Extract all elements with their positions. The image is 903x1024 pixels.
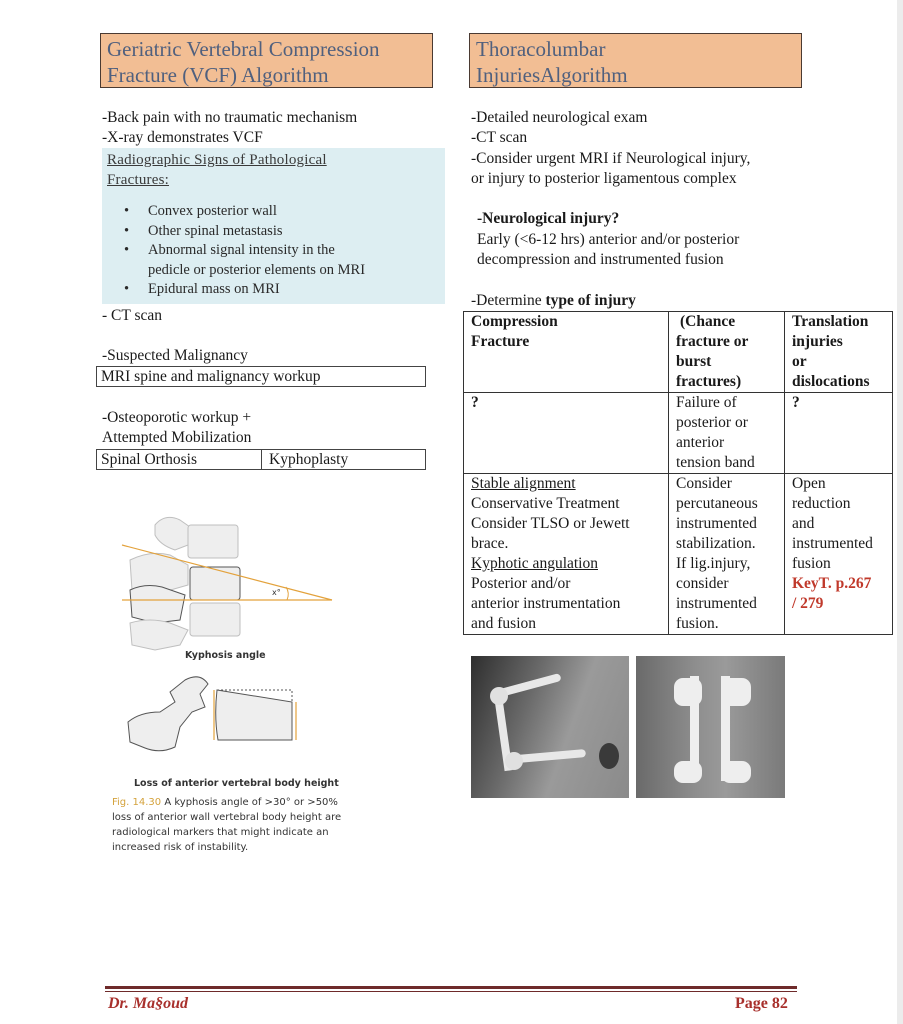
header-text: burst [676,353,712,370]
kyphotic-angulation-title: Kyphotic angulation [471,555,598,572]
tl-intro-line-2: -CT scan [471,129,528,146]
pathological-signs-list [122,202,365,300]
lateral-xray-hardware [471,656,629,798]
vertebra-body-mid [190,567,240,600]
cell-text: Failure of [676,394,737,411]
cell-text: and fusion [471,615,537,632]
screw-head-shape [674,761,702,783]
spinal-orthosis-text: Spinal Orthosis [101,451,198,468]
kyphoplasty-box [261,449,426,470]
cell-text: Consider TLSO or Jewett [471,515,630,532]
vcf-title-line2: Fracture (VCF) Algorithm [107,63,329,87]
list-item [122,202,365,222]
attempted-mobilization-label: Attempted Mobilization [102,429,252,446]
footer-rule-thin [105,991,797,992]
bullet-icon: • [124,242,130,258]
vcf-title-line1: Geriatric Vertebral Compression [107,37,380,61]
header-chance-burst [669,312,785,393]
vcf-ct-scan: - CT scan [102,307,162,324]
thoracolumbar-algorithm-title [469,33,802,88]
header-text: dislocations [792,373,870,390]
cell-text: and [792,515,815,532]
screw-head-shape [490,687,508,705]
list-item-text: Convex posterior wall [148,203,277,219]
wedged-vertebral-body [216,690,292,740]
cell-text: If lig.injury, [676,555,751,572]
cell-text: consider [676,575,729,592]
anterior-height-label: Loss of anterior vertebral body height [134,778,339,789]
list-item-text: Other spinal metastasis [148,222,283,239]
osteoporotic-workup-label: -Osteoporotic workup + [102,409,252,426]
header-text: fracture or [676,333,749,350]
caption-line: A kyphosis angle of >30° or >50% [164,797,338,808]
table-row [464,474,893,635]
footer-page-number: Page 82 [735,995,788,1012]
header-text: injuries [792,333,843,350]
caption-line: radiological markers that might indicate an [112,827,329,838]
pathological-signs-box [102,148,445,304]
figure-number: Fig. 14.30 [112,797,162,808]
cell-text: instrumented [792,535,873,552]
footer-author: Dr. Ma§oud [108,995,189,1012]
kyphosis-angle-label: Kyphosis angle [185,650,266,661]
screw-head-shape [505,752,523,770]
cell-text: instrumented [676,595,757,612]
header-compression [464,312,669,393]
neuro-text-line-2: decompression and instrumented fusion [477,251,724,268]
cell-text: anterior [676,434,725,451]
cell-text: Open [792,475,826,492]
screw-head-shape [721,761,751,783]
list-item [122,241,365,280]
vertebra-body-top [188,525,238,558]
table-header-row [464,312,893,393]
footer-rule-thick [105,986,797,989]
cell-text: Posterior and/or [471,575,571,592]
vertebra-process-top [155,517,190,550]
kyphosis-angle-figure [100,505,360,655]
vcf-intro-line-2: -X-ray demonstrates VCF [102,129,263,146]
header-text: (Chance [680,313,736,330]
screw-head-shape [721,678,751,706]
signs-title-line1: Radiographic Signs of Pathological [107,152,327,168]
shadow-shape [599,743,619,769]
tl-intro-line-4: or injury to posterior ligamentous complex [471,170,737,187]
neurological-injury-heading: -Neurological injury? [477,210,620,227]
caption-line: increased risk of instability. [112,842,249,853]
vertebra-process-mid [130,586,185,623]
ap-xray-hardware [636,656,785,798]
cell-chance-treatment [669,474,785,635]
header-text: Translation [792,313,869,330]
cell-text: stabilization. [676,535,756,552]
cell-text: percutaneous [676,495,758,512]
header-text: fractures) [676,373,742,390]
list-item [122,222,365,242]
determine-bold: type of injury [545,292,636,309]
stable-alignment-title: Stable alignment [471,475,576,492]
cell-translation-mechanism [785,393,893,474]
cell-text: tension band [676,454,755,471]
vcf-algorithm-title [100,33,433,88]
header-text: Compression [471,313,558,330]
vcf-intro-line-1: -Back pain with no traumatic mechanism [102,109,358,126]
neuro-text-line-1: Early (<6-12 hrs) anterior and/or posterior [477,231,740,248]
cell-text: reduction [792,495,851,512]
header-text: Fracture [471,333,530,350]
kyphoplasty-text: Kyphoplasty [269,451,349,468]
page-edge [897,0,903,1024]
cell-text: ? [471,394,479,411]
cell-compression-mechanism [464,393,669,474]
angle-label: x° [272,588,281,597]
malignancy-workup-box [96,366,426,387]
malignancy-workup-text: MRI spine and malignancy workup [101,368,321,385]
cell-text: brace. [471,535,509,552]
bullet-icon: • [124,281,130,297]
tl-title-line1: Thoracolumbar [476,37,606,61]
tl-intro-line-3: -Consider urgent MRI if Neurological injury, [471,150,751,167]
bullet-icon: • [124,222,130,239]
tl-intro-line-1: -Detailed neurological exam [471,109,648,126]
bullet-icon: • [124,203,130,219]
cell-text: Consider [676,475,732,492]
cell-text: ? [792,394,800,411]
reference-text: KeyT. p.267 [792,575,872,592]
anterior-height-figure [120,672,320,772]
header-translation [785,312,893,393]
spinal-orthosis-box [96,449,262,470]
cell-text: fusion [792,555,831,572]
ap-xray-image [636,656,785,798]
tl-title-line2: InjuriesAlgorithm [476,63,628,87]
vertebra-posterior-elements [128,677,208,751]
cell-chance-mechanism [669,393,785,474]
vertebra-process-bottom [130,620,188,650]
determine-prefix: -Determine [471,292,546,309]
cell-compression-treatment [464,474,669,635]
suspected-malignancy-label: -Suspected Malignancy [102,347,248,364]
list-item-text: Epidural mass on MRI [148,281,280,297]
vertebra-body-bottom [190,603,240,636]
cell-text: anterior instrumentation [471,595,621,612]
list-item-text-cont: pedicle or posterior elements on MRI [148,261,366,278]
reference-text: / 279 [792,595,824,612]
cell-text: instrumented [676,515,757,532]
cell-text: fusion. [676,615,719,632]
screw-head-shape [674,678,702,706]
cell-translation-treatment [785,474,893,635]
determine-type-label [471,291,636,311]
cell-text: posterior or [676,414,748,431]
header-text: or [792,353,807,370]
lateral-xray-image [471,656,629,798]
figure-caption [112,795,341,855]
caption-line: loss of anterior wall vertebral body height are [112,812,342,823]
list-item [122,280,365,300]
table-row [464,393,893,474]
list-item-text: Abnormal signal intensity in the [148,242,335,258]
cell-text: Conservative Treatment [471,495,620,512]
pathological-signs-title [107,150,327,190]
signs-title-line2: Fractures: [107,172,169,188]
injury-type-table [463,311,893,635]
